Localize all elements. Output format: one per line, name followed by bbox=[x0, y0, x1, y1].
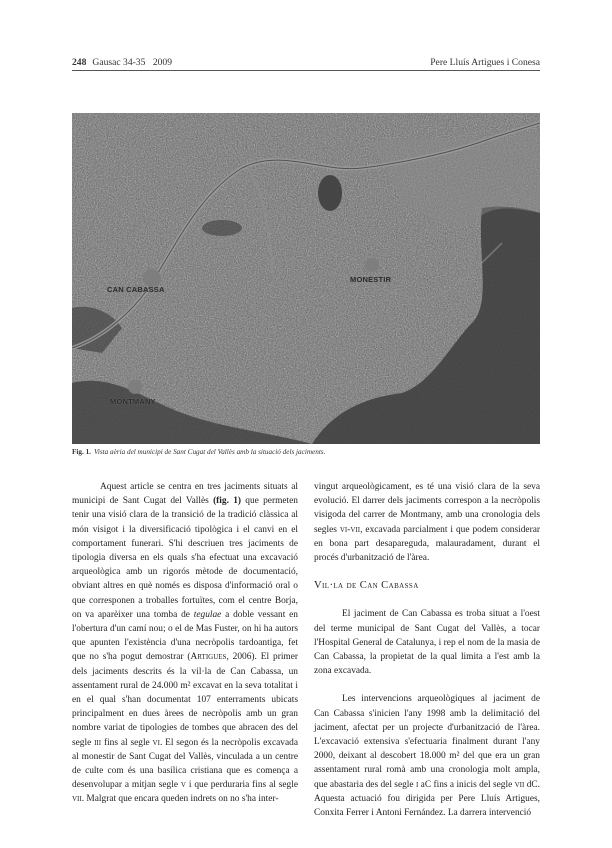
intro-paragraph-continued bbox=[314, 480, 540, 565]
roman-numeral: vii bbox=[514, 779, 525, 790]
aerial-photo bbox=[72, 113, 540, 444]
text-run: vingut arqueològicament, es té una visió clara de la seva evolució. El darrer dels jaciments correspon a la necròpolis visigoda del carrer de Montmany, amb una cronologia dels segles bbox=[314, 482, 540, 535]
section-heading: Vil·la de Can Cabassa bbox=[314, 580, 419, 592]
citation-year: , 2006). El primer dels jaciments descrits és la vil·la de Can Cabassa, un assentament rural de 24.000 m² excavat en la seva totalitat i en el qual s'han documentat 107 enterraments ubicats principalment en dues àrees de necròpolis amb un gran nombre variat de tipologies de tombes que abracen des del segle bbox=[72, 652, 298, 748]
journal-name: Gausac 34-35 bbox=[92, 57, 146, 68]
roman-numeral: iii bbox=[94, 737, 102, 748]
map-label-can-cabassa: CAN CABASSA bbox=[107, 285, 165, 294]
right-column bbox=[314, 480, 540, 820]
latin-term: tegulae bbox=[193, 609, 222, 620]
roman-numeral: vii bbox=[72, 794, 82, 805]
left-column bbox=[72, 480, 298, 807]
page-number: 248 bbox=[72, 57, 87, 68]
aerial-photo-figure bbox=[72, 113, 540, 444]
text-run: . El segon és la necròpolis excavada al monestir de Sant Cugat del Vallès, vinculada a un centre de culte com és una basílica cristiana que es comença a desenvolupar a mitjan segle bbox=[72, 737, 298, 791]
text-run: aC fins a inicis del segle bbox=[418, 779, 515, 790]
text-run: Aquest article se centra en tres jaciments situats al municipi de Sant Cugat del Vallès bbox=[72, 482, 298, 507]
figure-caption-label: Fig. 1. bbox=[72, 448, 91, 456]
roman-numeral: v bbox=[180, 780, 186, 791]
text-run: Les intervencions arqueològiques al jaciment de Can Cabassa s'inicien l'any 1998 amb la delimitació del jaciment, afectat per un projecte d'urbanització de l'àrea. L'excavació extensiva s'efectuaria finalment durant l'any 2000, deixant al descobert 18.000 m² del que era un gran assentament rural romà amb una cronologia molt ampla, que abastaria des del segle bbox=[314, 694, 540, 790]
text-run: fins al segle bbox=[101, 737, 153, 748]
running-head-left bbox=[72, 56, 172, 70]
text-run: que permeten tenir una visió clara de la transició de la tradició clàssica al món visigot i la diversificació tipològica i el canvi en el comportament funerari. S'hi descriuen tres jaciments de tipologia diversa en els quals s'ha efectuat una excavació arqueològica amb un rigorós mètode de documentació, obviant altres en què només es disposa d'informació oral o que corresponen a troballes fortuïtes, com el centre Borja, on va aparèixer una tomba de bbox=[72, 496, 298, 620]
text-run: . Malgrat que encara queden indrets on no s'ha inter- bbox=[81, 794, 279, 805]
roman-numeral: vi-vii bbox=[339, 524, 361, 535]
text-run: a doble vessant en l'obertura d'un camí nou; o el de Mas Fuster, on hi ha autors que apunten l'existència d'una necròpolis tardoantiga, fet que no s'ha pogut demostrar ( bbox=[72, 609, 298, 663]
running-head bbox=[72, 54, 540, 71]
intro-paragraph bbox=[72, 480, 298, 807]
roman-numeral: i bbox=[415, 779, 419, 790]
journal-year: 2009 bbox=[152, 57, 172, 68]
figure-caption-text: Vista aèria del municipi de Sant Cugat del Vallès amb la situació dels jaciments. bbox=[93, 448, 326, 456]
location-paragraph: El jaciment de Can Cabassa es troba situat a l'oest del terme municipal de Sant Cugat del Vallès, a tocar l'Hospital General de Catalunya, i rep el nom de la masia de Can Cabassa, la propietat de la qual limita a l'est amb la zona excavada. bbox=[314, 609, 540, 677]
map-label-montmany: MONTMANY bbox=[110, 397, 156, 406]
text-run: dC. Aquesta actuació fou dirigida per Pere Lluís Artigues, Conxita Ferrer i Antoni Fernández. La darrera intervenció bbox=[314, 779, 540, 819]
figure-caption bbox=[72, 447, 540, 457]
roman-numeral: vi bbox=[152, 737, 160, 748]
interventions-paragraph bbox=[314, 692, 540, 820]
figure-reference: (fig. 1) bbox=[213, 496, 242, 507]
text-run: i que perduraria fins al segle bbox=[185, 780, 298, 791]
text-run: , excavada parcialment i que podem considerar en bona part desapareguda, malauradament, durant el procés d'urbanització de l'àrea. bbox=[314, 524, 540, 564]
map-label-monestir: MONESTIR bbox=[350, 275, 392, 284]
citation-author: Artigues bbox=[190, 652, 227, 663]
running-head-author: Pere Lluís Artigues i Conesa bbox=[430, 57, 540, 68]
